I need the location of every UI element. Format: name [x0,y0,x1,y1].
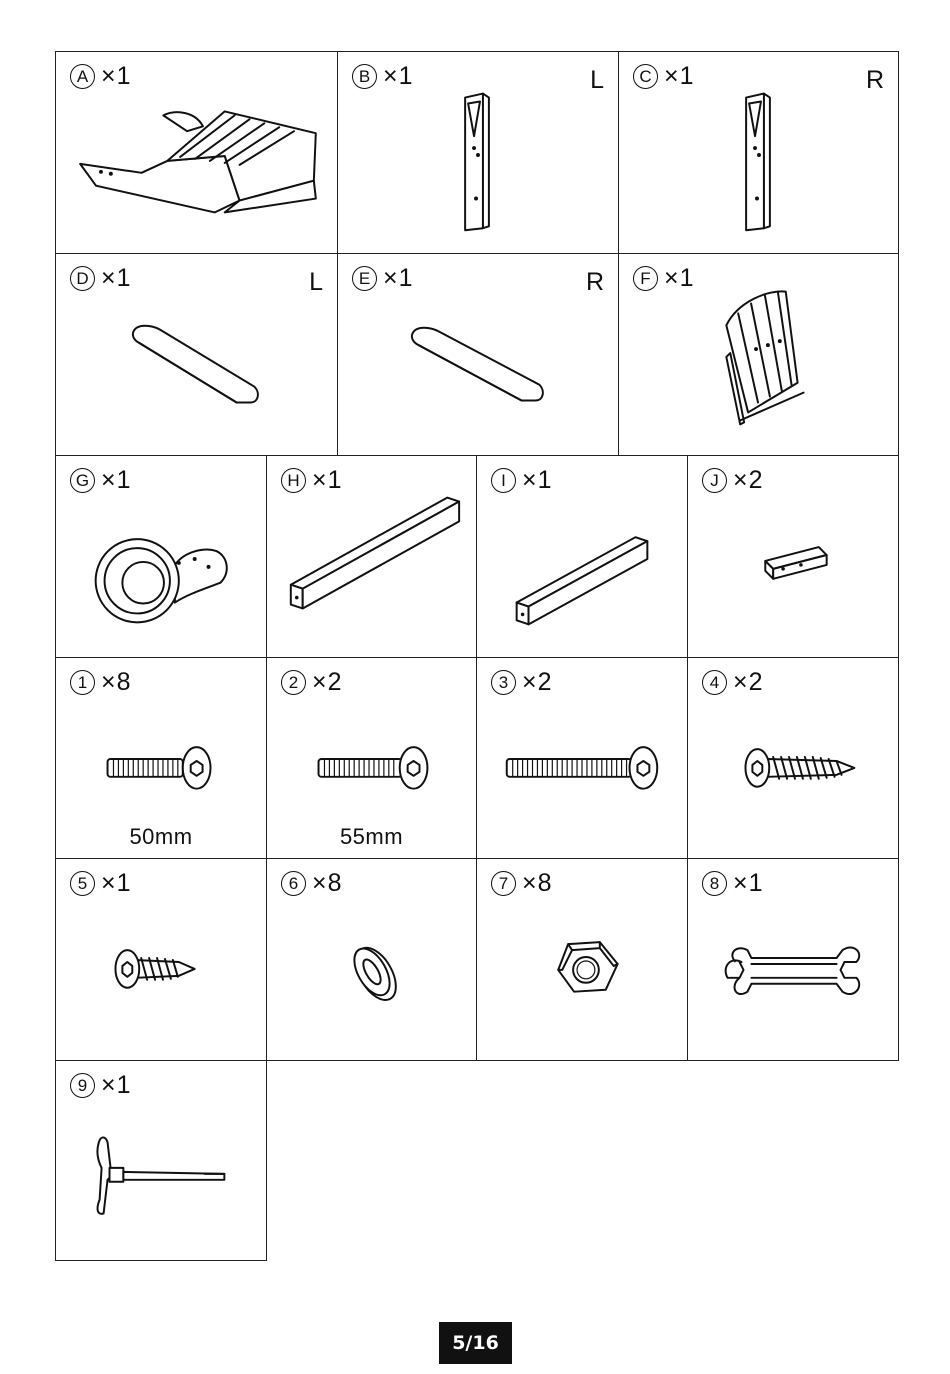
part-side-label: R [865,66,884,94]
hardware-quantity: ×8 [101,668,132,696]
bolt-long-illustration [477,658,687,858]
part-quantity: ×1 [383,264,414,292]
part-side-label: L [309,268,323,296]
hardware-size: 55mm [339,824,404,849]
part-cell-g [55,455,267,658]
part-quantity: ×1 [101,466,132,494]
part-quantity: ×1 [383,62,414,90]
hardware-cell-4 [687,657,899,859]
wrench-illustration [688,859,898,1060]
hardware-cell-1 [55,657,267,859]
hardware-cell-9 [55,1060,267,1261]
part-side-label: L [590,66,604,94]
left-armrest-illustration [56,254,337,455]
part-cell-h [266,455,477,658]
block-illustration [688,456,898,657]
left-leg-illustration [338,52,618,253]
t-handle-key-illustration [56,1061,266,1260]
part-cell-i [476,455,688,658]
part-cell-f [618,253,899,456]
part-id-circle: B [352,64,377,89]
hardware-quantity: ×2 [733,668,764,696]
hardware-id-circle: 6 [281,871,306,896]
backrest-illustration [619,254,898,455]
hardware-id-circle: 8 [702,871,727,896]
hardware-cell-3 [476,657,688,859]
part-quantity: ×1 [664,62,695,90]
hardware-id-circle: 3 [491,670,516,695]
part-cell-j [687,455,899,658]
hardware-cell-2 [266,657,477,859]
long-brace-illustration [267,456,476,657]
hardware-quantity: ×2 [522,668,553,696]
part-id-circle: G [70,468,95,493]
hardware-quantity: ×2 [312,668,343,696]
hardware-cell-7 [476,858,688,1061]
part-quantity: ×1 [522,466,553,494]
part-id-circle: F [633,266,658,291]
part-quantity: ×1 [664,264,695,292]
short-brace-illustration [477,456,687,657]
part-id-circle: H [281,468,306,493]
hardware-quantity: ×1 [101,869,132,897]
part-cell-b [337,51,619,254]
part-id-circle: E [352,266,377,291]
washer-illustration [267,859,476,1060]
part-cell-d [55,253,338,456]
hardware-id-circle: 1 [70,670,95,695]
right-leg-illustration [619,52,898,253]
hardware-quantity: ×1 [733,869,764,897]
part-quantity: ×2 [733,466,764,494]
hardware-id-circle: 2 [281,670,306,695]
cup-holder-illustration [56,456,266,657]
part-cell-a [55,51,338,254]
hardware-id-circle: 5 [70,871,95,896]
hardware-size: 50mm [129,824,193,849]
right-armrest-illustration [338,254,618,455]
hardware-id-circle: 9 [70,1073,95,1098]
hardware-cell-5 [55,858,267,1061]
hardware-cell-8 [687,858,899,1061]
part-quantity: ×1 [312,466,343,494]
hardware-cell-6 [266,858,477,1061]
part-id-circle: C [633,64,658,89]
part-id-circle: A [70,64,95,89]
part-cell-e [337,253,619,456]
part-cell-c [618,51,899,254]
wood-screw-illustration [688,658,898,858]
part-id-circle: J [702,468,727,493]
part-id-circle: I [491,468,516,493]
part-id-circle: D [70,266,95,291]
hardware-quantity: ×1 [101,1071,132,1099]
hardware-id-circle: 4 [702,670,727,695]
hardware-id-circle: 7 [491,871,516,896]
hardware-quantity: ×8 [522,869,553,897]
hardware-quantity: ×8 [312,869,343,897]
page-number: 5/16 [439,1322,512,1364]
part-quantity: ×1 [101,62,132,90]
part-side-label: R [585,268,604,296]
seat-frame-illustration [56,52,337,253]
hex-nut-illustration [477,859,687,1060]
short-screw-illustration [56,859,266,1060]
part-quantity: ×1 [101,264,132,292]
